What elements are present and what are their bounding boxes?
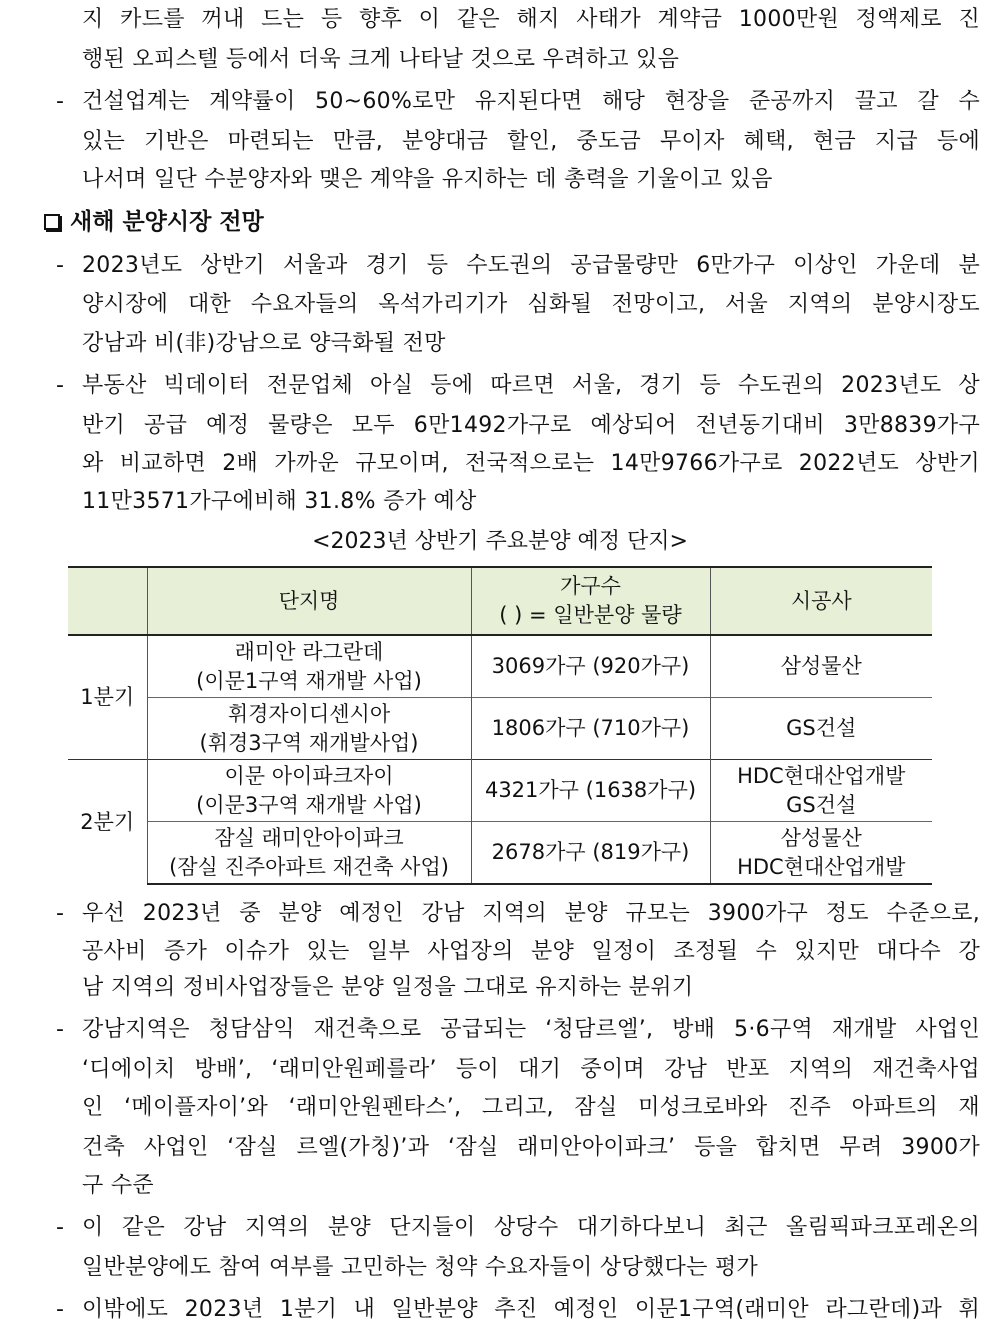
- complex-name: 이문 아이파크자이: [224, 763, 394, 788]
- bullet2-line-3: 강남과 비(非)강남으로 양극화될 전망: [82, 331, 446, 356]
- quarter-cell: 1분기: [80, 685, 135, 709]
- builder-name: GS건설: [786, 716, 857, 740]
- units-cell: 1806가구 (710가구): [471, 698, 710, 760]
- builder-cell: [710, 760, 932, 822]
- complex-name-cell: [147, 635, 471, 698]
- complex-name: 잠실 래미안아이파크: [214, 825, 404, 850]
- builder-name: 삼성물산: [780, 825, 862, 850]
- bullet-dash: -: [56, 901, 64, 926]
- builder-name: 삼성물산: [780, 654, 862, 678]
- header-quarter: [68, 567, 147, 635]
- builder-name: GS건설: [786, 792, 857, 817]
- project-name: (잠실 진주아파트 재건축 사업): [169, 854, 449, 879]
- units-cell: 3069가구 (920가구): [471, 635, 710, 698]
- table-row: [68, 635, 932, 698]
- complex-table: [68, 566, 932, 885]
- bullet5-line-5: 구 수준: [82, 1173, 154, 1198]
- table-header-row: [68, 567, 932, 635]
- bullet-dash: -: [56, 89, 64, 114]
- bullet-dash: -: [56, 1297, 64, 1322]
- section-heading: [44, 202, 264, 242]
- quarter-cell: 2분기: [68, 760, 147, 885]
- bullet5-line-1: 강남지역은 청담삼익 재건축으로 공급되는 ‘청담르엘’, 방배 5·6구역 재개발 사업인: [82, 1017, 980, 1042]
- project-name: (이문1구역 재개발 사업): [196, 668, 422, 693]
- table-caption: <2023년 상반기 주요분양 예정 단지>: [312, 529, 688, 554]
- intro-line-1: 지 카드를 꺼내 드는 등 향후 이 같은 해지 사태가 계약금 1000만원 정액제로 진: [82, 7, 980, 32]
- complex-name-cell: [147, 698, 471, 760]
- bullet5-line-2: ‘디에이치 방배’, ‘래미안원페를라’ 등이 대기 중이며 강남 반포 지역의 재건축사업: [82, 1057, 980, 1082]
- bullet4-line-3: 남 지역의 정비사업장들은 분양 일정을 그대로 유지하는 분위기: [82, 975, 694, 1000]
- bullet5-line-4: 건축 사업인 ‘잠실 르엘(가칭)’과 ‘잠실 래미안아이파크’ 등을 합치면 무려 3900가: [82, 1135, 980, 1160]
- bullet2-line-1: 2023년도 상반기 서울과 경기 등 수도권의 공급물량만 6만가구 이상인 가운데 분: [82, 253, 980, 278]
- table-row: [68, 822, 932, 885]
- bullet1-line-1: 건설업계는 계약률이 50~60%로만 유지된다면 해당 현장을 준공까지 끌고 갈 수: [82, 89, 980, 114]
- bullet1-line-3: 나서며 일단 수분양자와 맺은 계약을 유지하는 데 총력을 기울이고 있음: [82, 167, 773, 192]
- complex-name-cell: [147, 822, 471, 885]
- bullet1-line-2: 있는 기반은 마련되는 만큼, 분양대금 할인, 중도금 무이자 혜택, 현금 지급 등에: [82, 129, 980, 154]
- bullet2-line-2: 양시장에 대한 수요자들의 옥석가리기가 심화될 전망이고, 서울 지역의 분양시장도: [82, 292, 980, 317]
- project-name: (이문3구역 재개발 사업): [196, 792, 422, 817]
- units-cell: 4321가구 (1638가구): [471, 760, 710, 822]
- header-units-line-2: ( ) = 일반분양 물량: [499, 603, 682, 627]
- intro-line-2: 행된 오피스텔 등에서 더욱 크게 나타날 것으로 우려하고 있음: [82, 47, 680, 72]
- bullet6-line-2: 일반분양에도 참여 여부를 고민하는 청약 수요자들이 상당했다는 평가: [82, 1255, 759, 1280]
- bullet-dash: -: [56, 373, 64, 398]
- section-heading-text: 새해 분양시장 전망: [70, 209, 264, 235]
- bullet3-line-4: 11만3571가구에비해 31.8% 증가 예상: [82, 489, 477, 514]
- bullet3-line-2: 반기 공급 예정 물량은 모두 6만1492가구로 예상되어 전년동기대비 3만8839가구: [82, 413, 980, 438]
- builder-cell: [710, 822, 932, 885]
- header-complex-name: 단지명: [147, 567, 471, 635]
- complex-name: 휘경자이디센시아: [227, 701, 391, 726]
- table-row: [68, 698, 932, 760]
- header-units: [471, 567, 710, 635]
- units-cell: 2678가구 (819가구): [471, 822, 710, 885]
- builder-name: HDC현대산업개발: [737, 763, 906, 788]
- builder-cell: [710, 635, 932, 698]
- complex-name: 래미안 라그란데: [234, 639, 384, 664]
- header-units-line-1: 가구수: [560, 574, 621, 598]
- checkbox-bullet-icon: [44, 214, 60, 230]
- bullet-dash: -: [56, 1215, 64, 1240]
- bullet4-line-2: 공사비 증가 이슈가 있는 일부 사업장의 분양 일정이 조정될 수 있지만 대다수 강: [82, 939, 980, 964]
- header-builder: 시공사: [710, 567, 932, 635]
- bullet-dash: -: [56, 1017, 64, 1042]
- bullet5-line-3: 인 ‘메이플자이’와 ‘래미안원펜타스’, 그리고, 잠실 미성크로바와 진주 아파트의 재: [82, 1095, 980, 1120]
- complex-name-cell: [147, 760, 471, 822]
- bullet6-line-1: 이 같은 강남 지역의 분양 단지들이 상당수 대기하다보니 최근 올림픽파크포레온의: [82, 1215, 980, 1240]
- builder-name: HDC현대산업개발: [737, 854, 906, 879]
- bullet7-line-1: 이밖에도 2023년 1분기 내 일반분양 추진 예정인 이문1구역(래미안 라그란데)과 휘: [82, 1297, 980, 1322]
- table-row: [68, 760, 932, 822]
- bullet-dash: -: [56, 253, 64, 278]
- bullet3-line-1: 부동산 빅데이터 전문업체 아실 등에 따르면 서울, 경기 등 수도권의 2023년도 상: [82, 373, 980, 398]
- bullet4-line-1: 우선 2023년 중 분양 예정인 강남 지역의 분양 규모는 3900가구 정도 수준으로,: [82, 901, 980, 926]
- project-name: (휘경3구역 재개발사업): [199, 730, 419, 755]
- builder-cell: [710, 698, 932, 760]
- bullet3-line-3: 와 비교하면 2배 가까운 규모이며, 전국적으로는 14만9766가구로 2022년도 상반기: [82, 451, 980, 476]
